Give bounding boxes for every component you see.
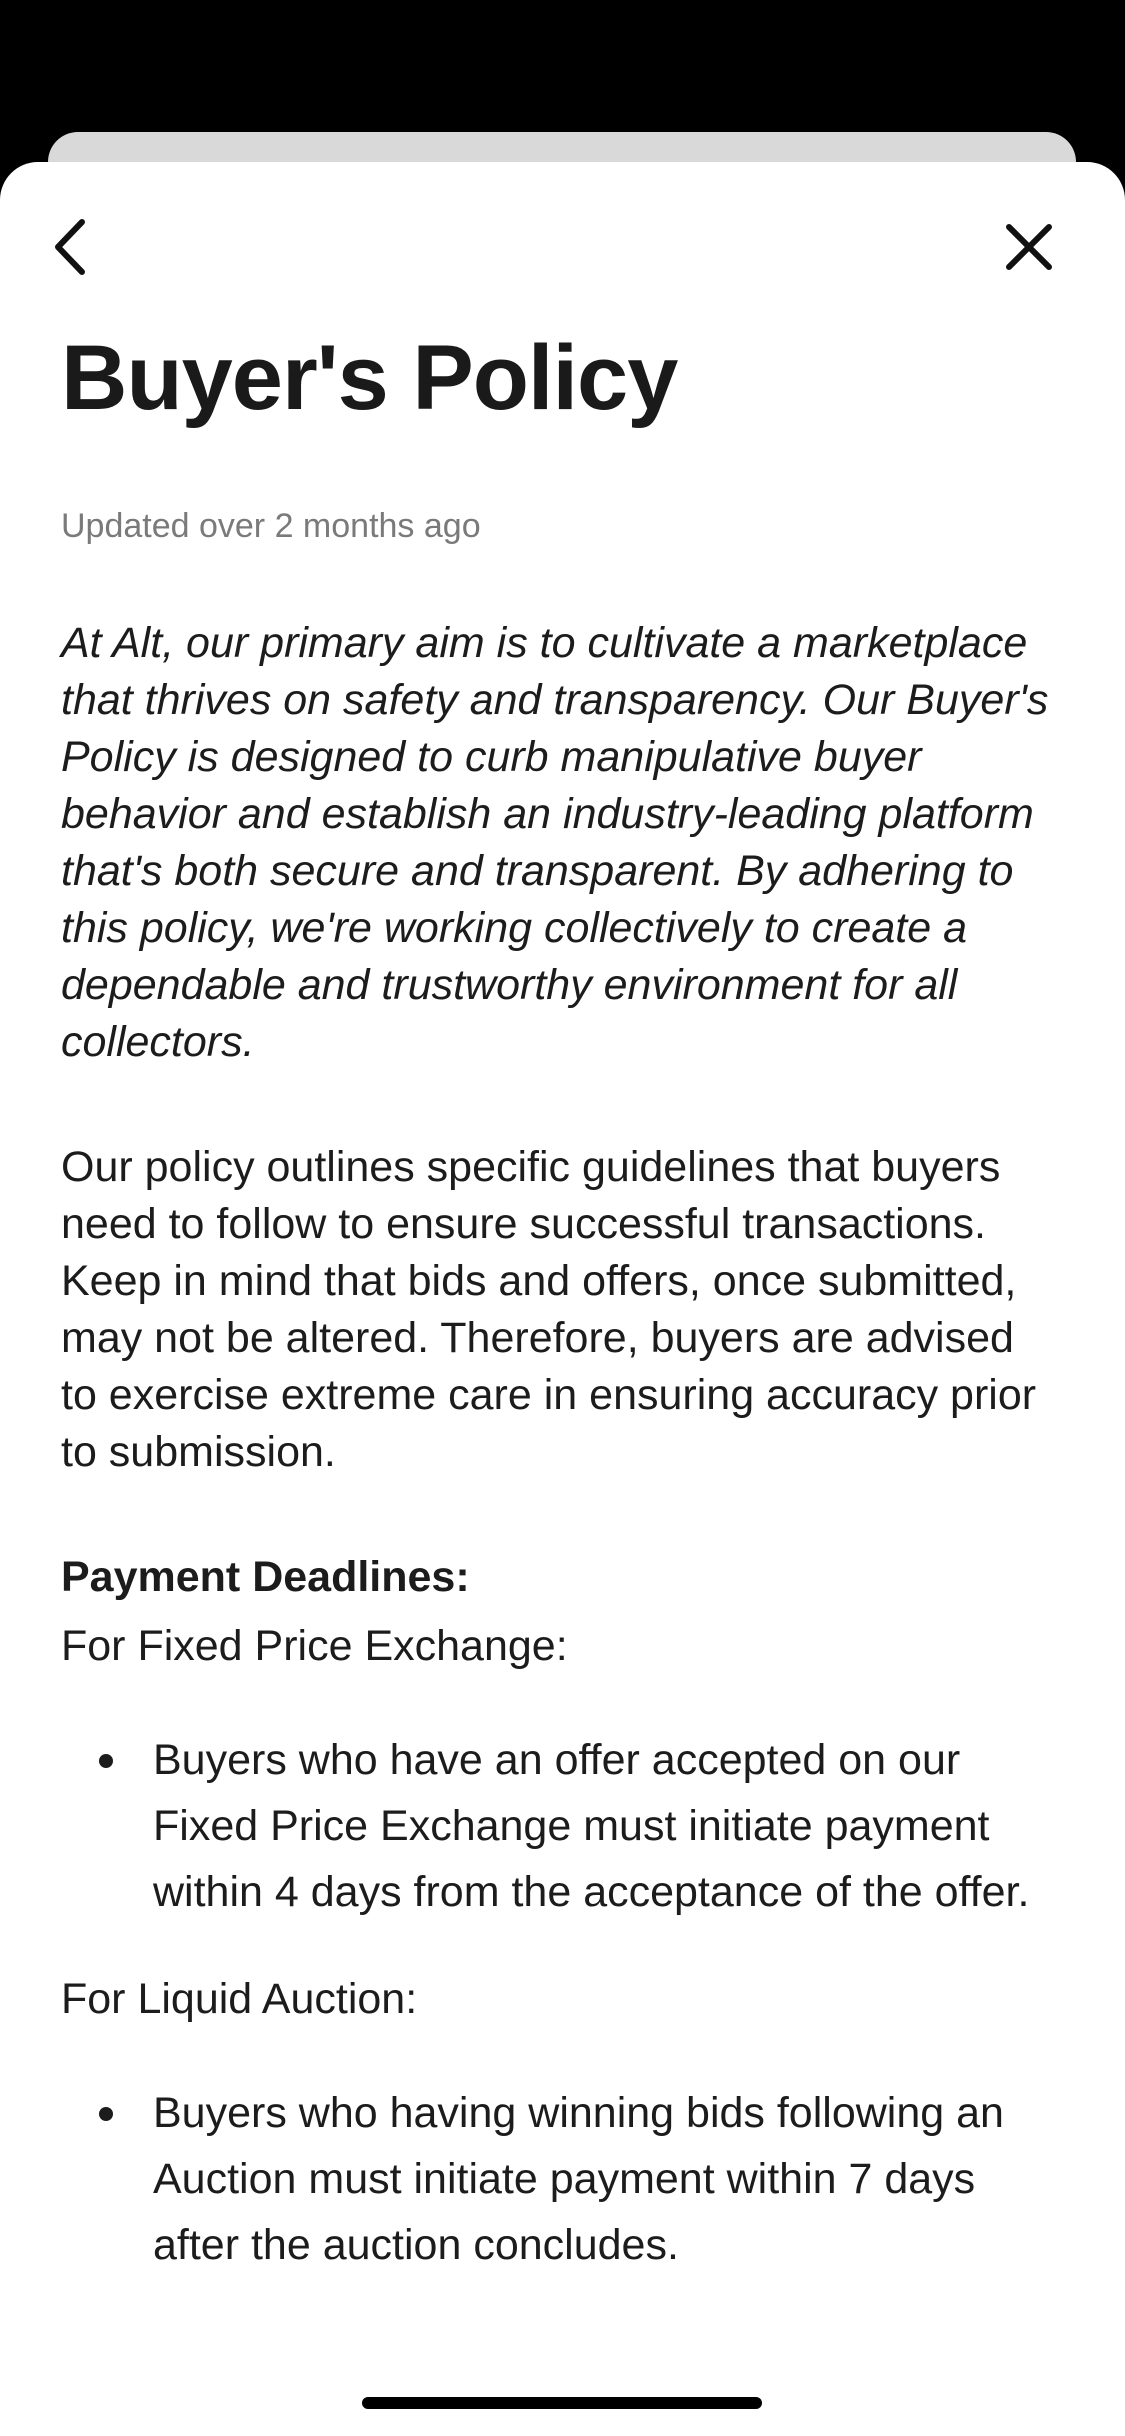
bullet-text: Buyers who have an offer accepted on our Fixed Price Exchange must initiate payment within 4 days from the acceptance of the offer. — [153, 1735, 1030, 1916]
guidelines-paragraph: Our policy outlines specific guidelines that buyers need to follow to ensure successful transactions. Keep in mind that bids and offers, once submitted, may not be altered. Therefore, buyers are advised to exercise extreme care in ensuring accuracy prior to submission. — [61, 1142, 1037, 1476]
chevron-left-icon — [38, 212, 108, 282]
page-title: Buyer's Policy — [61, 327, 678, 429]
liquid-auction-label: For Liquid Auction: — [61, 1974, 418, 2023]
bullet-icon — [99, 2107, 113, 2121]
intro-paragraph: At Alt, our primary aim is to cultivate a marketplace that thrives on safety and transparency. Our Buyer's Policy is designed to curb manipulative buyer behavior and establish an industry-leading platform that's both secure and transparent. By adhering to this policy, we're working collectively to create a dependable and trustworthy environment for all collectors. — [61, 618, 1049, 1066]
payment-deadlines-heading: Payment Deadlines: — [61, 1552, 470, 1601]
list-item — [61, 2080, 1061, 2278]
home-indicator[interactable] — [362, 2397, 762, 2409]
list-item — [61, 1727, 1061, 1925]
policy-content — [61, 327, 1061, 2278]
updated-timestamp: Updated over 2 months ago — [61, 507, 481, 545]
liquid-auction-bullets — [61, 2080, 1061, 2278]
fixed-price-bullets — [61, 1727, 1061, 1925]
back-button[interactable] — [38, 212, 108, 282]
fixed-price-label: For Fixed Price Exchange: — [61, 1621, 568, 1670]
policy-sheet — [0, 162, 1125, 2436]
bullet-text: Buyers who having winning bids following an Auction must initiate payment within 7 days after the auction concludes. — [153, 2088, 1004, 2269]
close-button[interactable] — [994, 212, 1064, 282]
close-icon — [994, 212, 1064, 282]
bullet-icon — [99, 1754, 113, 1768]
